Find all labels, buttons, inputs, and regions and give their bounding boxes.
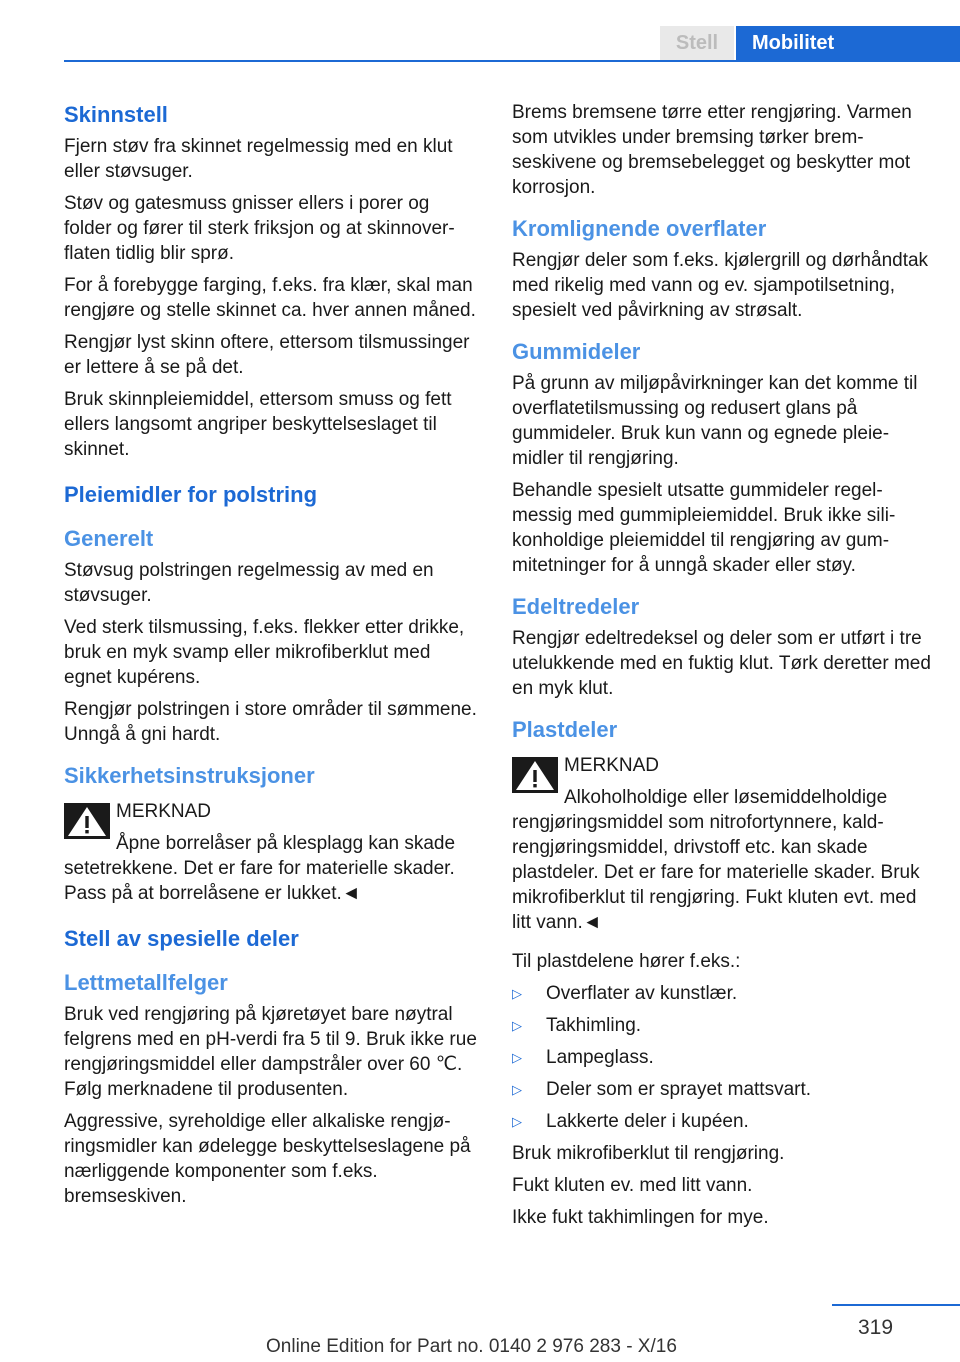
- paragraph: Rengjør edeltredeksel og deler som er utført i tre utelukkende med en fuktig klut. Tørk deretter med en myk klut.: [512, 628, 931, 699]
- warning-triangle-icon: [512, 757, 558, 793]
- notice-box: [64, 799, 480, 906]
- paragraph: Ikke fukt takhimlingen for mye.: [512, 1207, 769, 1228]
- triangle-bullet-icon: ▷: [512, 1082, 522, 1097]
- notice-text: rengjøringsmiddel som nitrofortynnere, kaldrengjøringsmiddel, drivstoff etc. kan skade plastdeler. Det er fare for materielle skader. Bruk mikrofiberklut til rengjøring. Fukt kluten evt. med litt vann.◄: [512, 812, 920, 933]
- list-item-text: Lampeglass.: [546, 1047, 654, 1068]
- heading-sikkerhetsinstruksjoner: Sikkerhetsinstruksjoner: [64, 763, 315, 788]
- heading-pleiemidler: Pleiemidler for polstring: [64, 482, 318, 507]
- tab-mobilitet[interactable]: Mobilitet: [736, 26, 960, 60]
- list-item-text: Lakkerte deler i kupéen.: [546, 1111, 749, 1132]
- page-header: [0, 0, 960, 62]
- paragraph: Aggressive, syreholdige eller alkaliske rengjøringsmidler kan ødelegge beskyttelseslagene på nærliggende komponenter som f.eks. bremseskiven.: [64, 1111, 471, 1207]
- heading-plastdeler: Plastdeler: [512, 717, 618, 742]
- list-item: [512, 1109, 932, 1134]
- paragraph: Støv og gatesmuss gnisser ellers i porer og folder og fører til sterk friksjon og at skinnoverflaten tidlig blir sprø.: [64, 193, 455, 264]
- notice-label: MERKNAD: [564, 755, 660, 776]
- notice-label: MERKNAD: [116, 801, 212, 822]
- triangle-bullet-icon: ▷: [512, 1050, 522, 1065]
- left-column: [64, 100, 480, 1209]
- triangle-bullet-icon: ▷: [512, 1114, 522, 1129]
- paragraph: Behandle spesielt utsatte gummideler regelmessig med gummipleiemiddel. Bruk ikke silikonholdige pleiemiddel til rengjøring av gummitetninger for å unngå skader eller støy.: [512, 480, 896, 576]
- heading-generelt: Generelt: [64, 526, 154, 551]
- paragraph: Rengjør lyst skinn oftere, ettersom tilsmussinger er lettere å se på det.: [64, 332, 470, 378]
- notice-box: [512, 753, 932, 935]
- paragraph: Fukt kluten ev. med litt vann.: [512, 1175, 753, 1196]
- paragraph: Til plastdelene hører f.eks.:: [512, 951, 741, 972]
- notice-text: Alkoholholdige eller løsemiddelholdige: [564, 787, 888, 808]
- heading-spesielle-deler: Stell av spesielle deler: [64, 926, 299, 951]
- list-item-text: Overflater av kunstlær.: [546, 983, 738, 1004]
- triangle-bullet-icon: ▷: [512, 986, 522, 1001]
- paragraph: Bruk skinnpleiemiddel, ettersom smuss og fett ellers langsomt angriper beskyttelseslaget til skinnet.: [64, 389, 452, 460]
- heading-lettmetallfelger: Lettmetallfelger: [64, 970, 228, 995]
- paragraph: Ved sterk tilsmussing, f.eks. flekker etter drikke, bruk en myk svamp eller mikrofiberklut med egnet kupérens.: [64, 617, 465, 688]
- notice-text: Åpne borrelåser på klesplagg kan skade: [116, 833, 456, 854]
- list-item: [512, 1045, 932, 1070]
- paragraph: Bruk mikrofiberklut til rengjøring.: [512, 1143, 785, 1164]
- paragraph: Fjern støv fra skinnet regelmessig med en klut eller støvsuger.: [64, 136, 453, 182]
- paragraph: Rengjør polstringen i store områder til sømmene. Unngå å gni hardt.: [64, 699, 477, 745]
- paragraph: På grunn av miljøpåvirkninger kan det komme til overflatetilsmussing og redusert glans på gummideler. Bruk kun vann og egnede pleiemidler til rengjøring.: [512, 373, 918, 469]
- page-number: 319: [858, 1316, 894, 1339]
- list-item: [512, 1013, 932, 1038]
- list-item-text: Takhimling.: [546, 1015, 642, 1036]
- paragraph: Bruk ved rengjøring på kjøretøyet bare nøytral felgrens med en pH-verdi fra 5 til 9. Bruk ikke rue rengjøringsmiddel eller dampstråler over 60 ℃. Følg merknadene til produsenten.: [64, 1004, 477, 1100]
- edition-footer: Online Edition for Part no. 0140 2 976 283 - X/16: [266, 1336, 677, 1357]
- list-item-text: Deler som er sprayet mattsvart.: [546, 1079, 812, 1100]
- list-item: [512, 1077, 932, 1102]
- notice-text: setetrekkene. Det er fare for materielle skader. Pass på at borrelåsene er lukket.◄: [64, 858, 455, 904]
- tab-stell[interactable]: Stell: [660, 26, 734, 60]
- paragraph: For å forebygge farging, f.eks. fra klær, skal man rengjøre og stelle skinnet ca. hver annen måned.: [64, 275, 476, 321]
- list-item: [512, 981, 932, 1006]
- bullet-list: [512, 981, 932, 1134]
- heading-skinnstell: Skinnstell: [64, 102, 168, 127]
- warning-triangle-icon: [64, 803, 110, 839]
- paragraph: Rengjør deler som f.eks. kjølergrill og dørhåndtak med rikelig med vann og ev. sjampotilsetning, spesielt ved påvirkning av strøsalt.: [512, 250, 929, 321]
- right-column: [512, 100, 932, 1230]
- paragraph: Brems bremsene tørre etter rengjøring. Varmen som utvikles under bremsing tørker bremseskivene og bremsebelegget og beskytter mot korrosjon.: [512, 102, 912, 198]
- header-rule: [64, 60, 960, 62]
- footer-rule: [832, 1304, 960, 1306]
- heading-gummideler: Gummideler: [512, 339, 641, 364]
- heading-edeltredeler: Edeltredeler: [512, 594, 640, 619]
- triangle-bullet-icon: ▷: [512, 1018, 522, 1033]
- paragraph: Støvsug polstringen regelmessig av med en støvsuger.: [64, 560, 434, 606]
- heading-kromlignende: Kromlignende overflater: [512, 216, 767, 241]
